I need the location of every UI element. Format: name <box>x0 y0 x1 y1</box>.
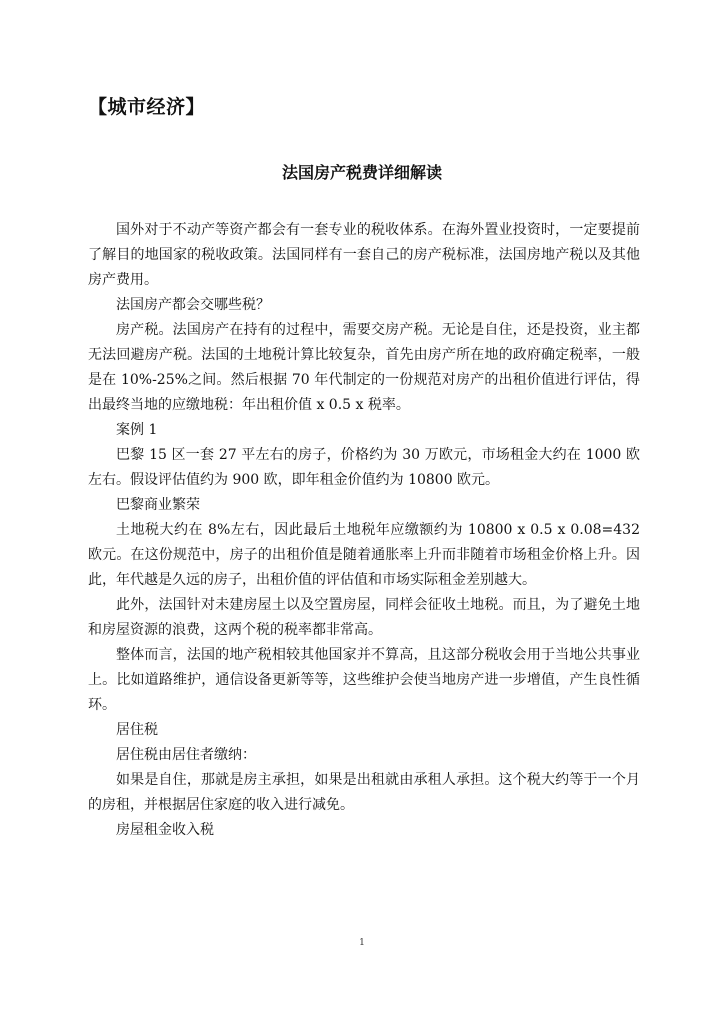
paragraph: 房产税。法国房产在持有的过程中，需要交房产税。无论是自住，还是投资，业主都无法回避房产税。法国的土地税计算比较复杂，首先由房产所在地的政府确定税率，一般是在 10%-25%之间。然后根据 70 年代制定的一份规范对房产的出租价值进行评估，得出最终当地的应缴地税：年出租价值 x 0.5 x 税率。 <box>88 322 640 413</box>
paragraph: 国外对于不动产等资产都会有一套专业的税收体系。在海外置业投资时，一定要提前了解目的地国家的税收政策。法国同样有一套自己的房产税标准，法国房地产税以及其他房产费用。 <box>88 222 640 288</box>
paragraph: 巴黎 15 区一套 27 平左右的房子，价格约为 30 万欧元，市场租金大约在 1000 欧左右。假设评估值约为 900 欧，即年租金价值约为 10800 欧元。 <box>88 447 640 488</box>
paragraph: 法国房产都会交哪些税？ <box>116 297 270 313</box>
section-tag: 【城市经济】 <box>88 96 206 118</box>
paragraph: 巴黎商业繁荣 <box>116 497 200 513</box>
paragraph: 土地税大约在 8%左右，因此最后土地税年应缴额约为 10800 x 0.5 x 0.08=432 欧元。在这份规范中，房子的出租价值是随着通胀率上升而非随着市场租金价格上升。因此，年代越是久远的房子，出租价值的评估值和市场实际租金差别越大。 <box>88 522 640 588</box>
paragraph: 如果是自住，那就是房主承担，如果是出租就由承租人承担。这个税大约等于一个月的房租，并根据居住家庭的收入进行减免。 <box>88 772 640 813</box>
paragraph: 此外，法国针对未建房屋土以及空置房屋，同样会征收土地税。而且，为了避免土地和房屋资源的浪费，这两个税的税率都非常高。 <box>88 597 640 638</box>
paragraph: 房屋租金收入税 <box>116 822 214 838</box>
page-number: 1 <box>359 938 365 948</box>
paragraph: 居住税 <box>116 722 158 738</box>
paragraph: 案例 1 <box>116 422 158 438</box>
document-title: 法国房产税费详细解读 <box>281 163 442 182</box>
document-body <box>88 218 640 843</box>
paragraph: 居住税由居住者缴纳： <box>116 747 256 763</box>
paragraph: 整体而言，法国的地产税相较其他国家并不算高，且这部分税收会用于当地公共事业上。比如道路维护，通信设备更新等等，这些维护会使当地房产进一步增值，产生良性循环。 <box>88 647 640 713</box>
